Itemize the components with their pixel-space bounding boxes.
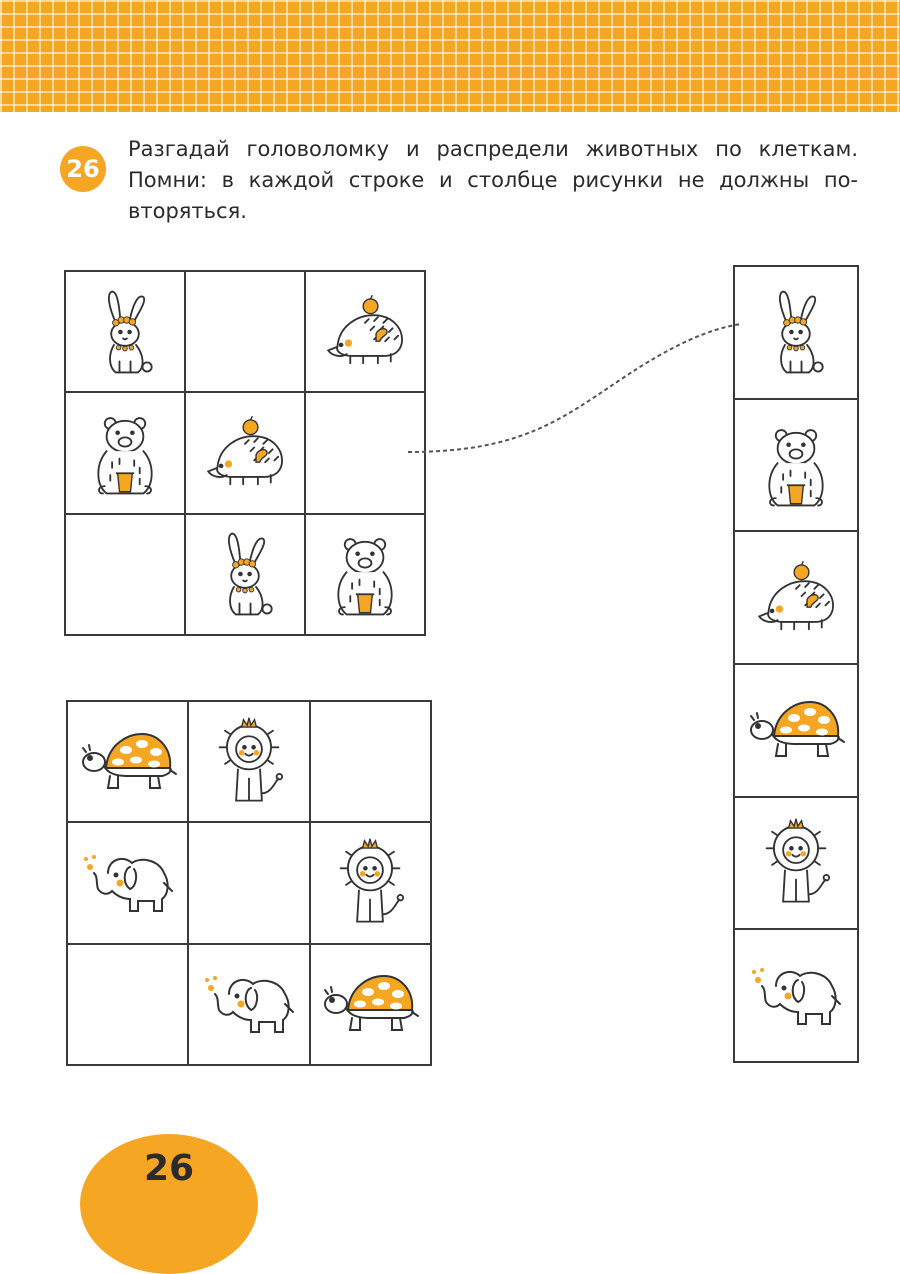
elephant-icon (746, 953, 846, 1039)
grid1-empty-cell[interactable] (186, 272, 304, 391)
strip-cell[interactable] (735, 930, 857, 1061)
grid2-cell[interactable] (68, 823, 187, 942)
grid2-empty-cell[interactable] (68, 945, 187, 1064)
bear-icon (750, 419, 842, 511)
grid1-empty-cell[interactable] (306, 393, 424, 512)
strip-cell[interactable] (735, 665, 857, 796)
rabbit-icon (199, 528, 291, 620)
grid2-empty-cell[interactable] (311, 702, 430, 821)
rabbit-icon (750, 286, 842, 378)
lion-icon (750, 817, 842, 909)
strip-cell[interactable] (735, 400, 857, 531)
puzzle-grid-1 (64, 270, 426, 636)
hedgehog-icon (199, 407, 291, 499)
grid1-cell[interactable] (306, 272, 424, 391)
grid2-cell[interactable] (189, 702, 308, 821)
grid2-empty-cell[interactable] (189, 823, 308, 942)
rabbit-icon (79, 286, 171, 378)
task-number-badge (60, 146, 106, 192)
puzzle-grid-2 (66, 700, 432, 1066)
grid2-cell[interactable] (189, 945, 308, 1064)
lion-icon (203, 716, 295, 808)
grid2-cell[interactable] (68, 702, 187, 821)
elephant-icon (199, 961, 299, 1047)
grid2-cell[interactable] (311, 945, 430, 1064)
task-instruction: Разгадай головоломку и распредели животных по клеткам. Помни: в каждой строке и столбце рисунки не должны по-вторяться. (128, 137, 858, 223)
hedgehog-icon (319, 286, 411, 378)
turtle-icon (746, 687, 846, 773)
bear-icon (79, 407, 171, 499)
lion-icon (324, 837, 416, 929)
bear-icon (319, 528, 411, 620)
grid1-cell[interactable] (186, 393, 304, 512)
grid1-empty-cell[interactable] (66, 515, 184, 634)
grid1-cell[interactable] (186, 515, 304, 634)
header-grid-band (0, 0, 900, 112)
grid1-cell[interactable] (66, 272, 184, 391)
turtle-icon (78, 719, 178, 805)
animal-choice-strip (733, 265, 859, 1063)
grid2-cell[interactable] (311, 823, 430, 942)
grid1-cell[interactable] (66, 393, 184, 512)
page-number: 26 (143, 1148, 195, 1189)
turtle-icon (320, 961, 420, 1047)
strip-cell[interactable] (735, 267, 857, 398)
strip-cell[interactable] (735, 532, 857, 663)
grid1-cell[interactable] (306, 515, 424, 634)
task-number: 26 (66, 155, 100, 183)
elephant-icon (78, 840, 178, 926)
strip-cell[interactable] (735, 798, 857, 929)
hedgehog-icon (750, 552, 842, 644)
